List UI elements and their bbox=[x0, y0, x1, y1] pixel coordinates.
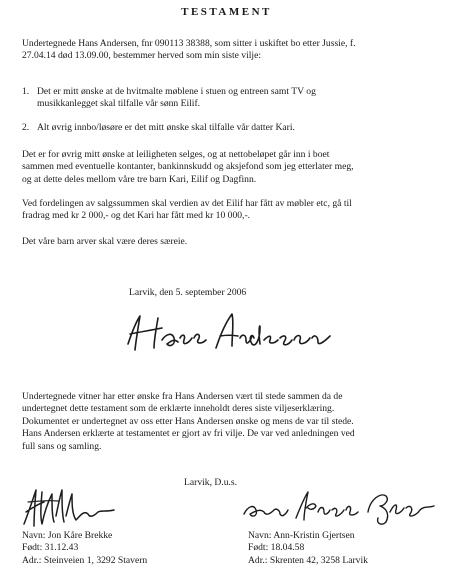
intro-line: Undertegnede Hans Andersen, fnr 090113 38388, som sitter i uskiftet bo etter Jussie, f. bbox=[22, 38, 356, 49]
witness-right-born: Født: 18.04.58 bbox=[248, 542, 305, 554]
witness-statement bbox=[22, 391, 355, 453]
witness-statement-line: full sans og samling. bbox=[22, 440, 102, 452]
witness-statement-line: Undertegnede vitner har etter ønske fra Hans Andersen vært til stede sammen da de bbox=[22, 391, 343, 402]
sale-line: Det er for øvrig mitt ønske at leiligheten selges, og at nettobeløpet går inn i boet bbox=[22, 149, 330, 160]
item-line: Alt øvrig innbo/løsøre er det mitt ønske skal tilfalle vår datter Kari. bbox=[37, 122, 295, 133]
division-line: fradrag med kr 2 000,- og det Kari har fått med kr 10 000,-. bbox=[22, 210, 251, 222]
item-line: Det er mitt ønske at de hvitmalte møblene i stuen og entreen samt TV og bbox=[37, 86, 316, 97]
witness-right-details bbox=[248, 530, 368, 567]
witness-right-address: Adr.: Skrenten 42, 3258 Larvik bbox=[248, 554, 368, 566]
sale-paragraph bbox=[22, 149, 354, 186]
item-1-number: 1. bbox=[22, 86, 30, 97]
witness-statement-line: Hans Andersen erklærte at testamentet er gjort av fri vilje. De var ved anledningen ved bbox=[22, 428, 355, 440]
witness-statement-line: Dokumentet er undertegnet av oss etter Hans Andersen ønske og mens de var til stede. bbox=[22, 415, 354, 427]
witness-statement-line: undertegnet dette testament som de erklærte inneholdt deres siste viljeserklæring. bbox=[22, 403, 335, 415]
item-1-text bbox=[37, 86, 316, 111]
testator-signature-image bbox=[118, 308, 338, 360]
division-line: Ved fordelingen av salgssummen skal verdien av det Eilif har fått av møbler etc, gå til bbox=[22, 198, 352, 209]
separate-property-paragraph bbox=[22, 236, 187, 248]
place-short: Larvik, D.u.s. bbox=[184, 477, 238, 488]
witness-left-signature-image bbox=[18, 484, 123, 530]
place-date: Larvik, den 5. september 2006 bbox=[129, 287, 247, 298]
witness-left-details bbox=[22, 530, 147, 567]
item-2-number: 2. bbox=[22, 122, 30, 133]
intro-paragraph bbox=[22, 38, 356, 63]
item-line: musikkanlegget skal tilfalle vår sønn Eilif. bbox=[37, 98, 201, 110]
separate-line: Det våre barn arver skal være deres særeie. bbox=[22, 236, 188, 247]
witness-left-born: Født: 31.12.43 bbox=[22, 542, 79, 554]
sale-line: sammen med eventuelle kontanter, bankinnskudd og aksjefond som jeg etterlater meg, bbox=[22, 161, 354, 173]
document-title: TESTAMENT bbox=[181, 6, 272, 18]
witness-left-address: Adr.: Steinveien 1, 3292 Stavern bbox=[22, 554, 148, 566]
witness-right-name: Navn: Ann-Kristin Gjertsen bbox=[248, 530, 355, 541]
division-paragraph bbox=[22, 198, 352, 223]
witness-right-signature-image bbox=[240, 484, 440, 528]
item-2-text bbox=[37, 122, 295, 134]
witness-left-name: Navn: Jon Kåre Brekke bbox=[22, 530, 113, 541]
intro-line: 27.04.14 død 13.09.00, bestemmer herved som min siste vilje: bbox=[22, 50, 262, 62]
sale-line: og at dette deles mellom våre tre barn Kari, Eilif og Dagfinn. bbox=[22, 173, 257, 185]
